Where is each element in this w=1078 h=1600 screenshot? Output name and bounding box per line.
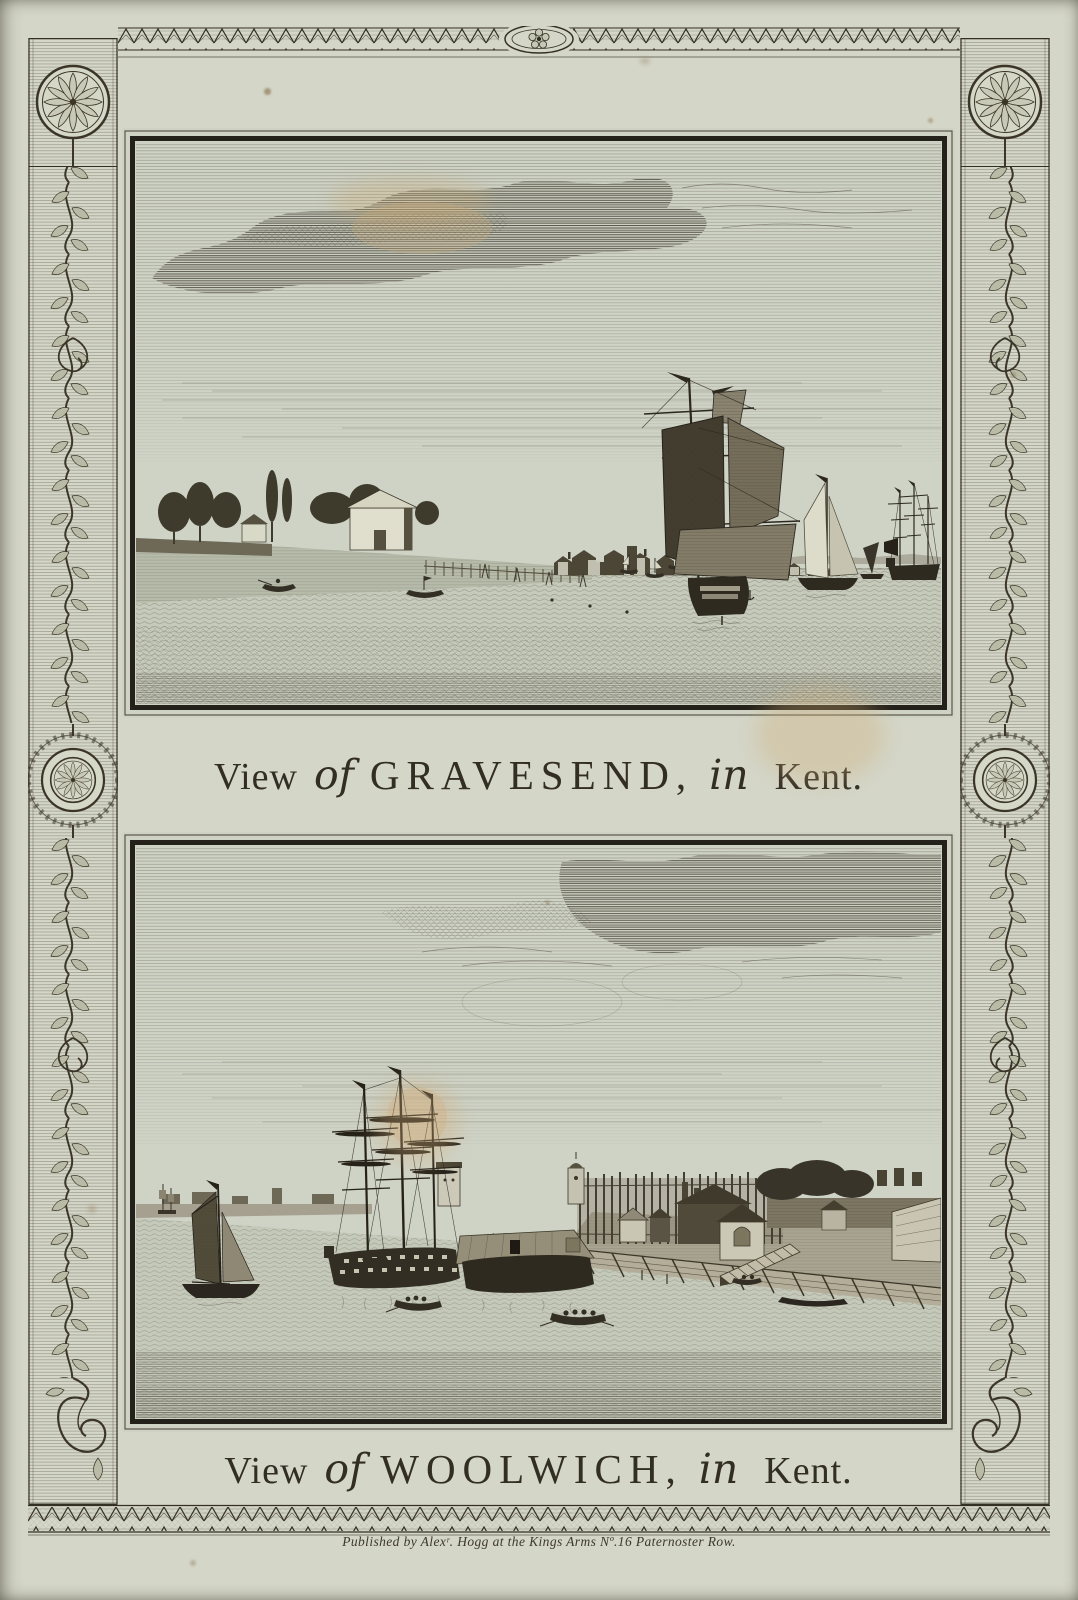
caption-region: Kent. [774, 756, 864, 798]
woolwich-plate [122, 832, 955, 1432]
caption-woolwich [122, 1438, 955, 1500]
left-border-ornament [28, 38, 118, 1505]
vine-scroll [964, 838, 1046, 1378]
caption-word: View [224, 1450, 309, 1492]
right-border-ornament [960, 38, 1050, 1505]
caption-word: of [314, 751, 354, 799]
foxing-stain [190, 1560, 196, 1566]
caption-place-name: WOOLWICH, [380, 1446, 683, 1492]
vine-scroll [964, 167, 1046, 723]
publisher-imprint: Published by Alexʳ. Hogg at the Kings Arms Nº.16 Paternoster Row. [342, 1534, 736, 1549]
woolwich-engraving [122, 832, 955, 1432]
top-border-ornament [118, 26, 960, 60]
caption-region: Kent. [764, 1450, 853, 1492]
foxing-stain [264, 88, 271, 95]
foxing-stain [928, 118, 933, 123]
caption-gravesend [122, 744, 955, 806]
gravesend-engraving [122, 128, 955, 718]
caption-place-name: GRAVESEND, [369, 752, 694, 798]
caption-word: in [709, 751, 749, 799]
vine-scroll [32, 838, 114, 1378]
gravesend-plate [122, 128, 955, 718]
caption-word: of [324, 1445, 365, 1493]
top-center-medallion [499, 26, 579, 56]
vine-scroll [32, 167, 114, 723]
caption-word: in [698, 1445, 739, 1493]
caption-word: View [213, 756, 298, 798]
